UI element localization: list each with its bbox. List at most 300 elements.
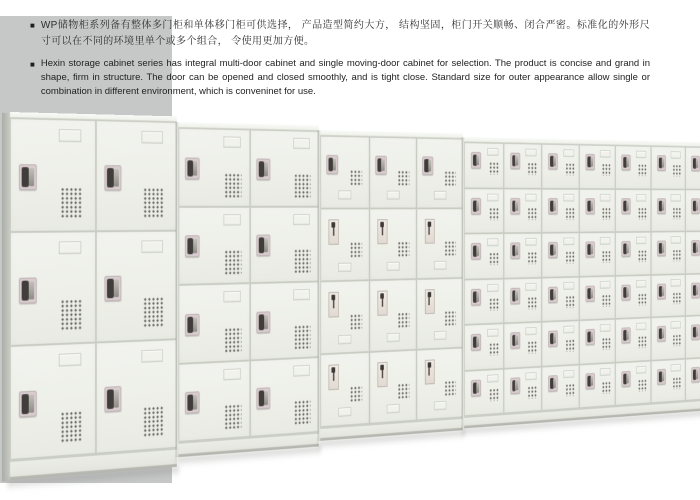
key-lock-icon [377,219,387,244]
card-label-slot [563,326,574,334]
card-label-slot [434,331,446,340]
locker-door [321,353,368,426]
cam-lock-handle-icon [657,283,666,299]
key-stem [333,227,334,235]
key-stem [333,300,334,308]
vent-grille [294,324,311,349]
cam-lock-handle-icon [510,332,520,349]
card-label-slot [600,281,611,289]
locker-door [96,121,176,230]
cabinet-three-tier-double-locker [10,112,177,480]
card-label-slot [487,284,498,292]
vent-grille [565,383,574,396]
locker-door [542,145,578,188]
locker-door [616,190,650,232]
key-stem [429,367,430,375]
cam-lock-handle-icon [256,311,270,333]
vent-grille [602,207,611,219]
locker-door [251,207,318,282]
card-label-slot [636,280,646,288]
locker-door [321,209,368,280]
handle-latch [114,169,119,186]
locker-door [465,324,503,369]
handle-latch [696,201,698,210]
vent-grille [143,406,164,438]
card-label-slot [563,370,574,378]
locker-door [616,275,650,318]
vent-grille [638,379,647,392]
vent-grille [527,252,537,265]
door-grid [10,118,177,460]
card-label-slot [434,191,446,200]
handle-latch [114,279,119,297]
card-label-slot [58,129,81,142]
cam-lock-handle-icon [326,155,338,174]
vent-grille [565,339,574,352]
card-label-slot [671,236,681,243]
locker-door [616,361,650,405]
cam-lock-handle-icon [185,157,200,179]
card-label-slot [487,193,498,201]
cam-lock-handle-icon [691,282,700,298]
handle-latch [515,156,518,165]
handle-latch [590,289,593,298]
key-stem [429,297,430,305]
card-label-slot [223,368,240,380]
cam-lock-handle-icon [622,241,631,257]
card-label-slot [600,367,611,375]
card-label-slot [487,148,498,156]
cam-lock-handle-icon [622,155,631,171]
cabinet-four-tier-triple-locker [319,130,463,441]
cam-lock-handle-icon [657,155,666,171]
handle-latch [193,161,197,175]
card-label-slot [293,289,310,300]
card-label-slot [600,324,611,332]
cam-lock-handle-icon [256,387,270,409]
handle-latch [515,201,518,210]
vent-grille [350,242,362,257]
cam-lock-handle-icon [471,243,481,260]
cam-lock-handle-icon [585,242,594,258]
cam-lock-handle-icon [471,198,481,214]
locker-door [580,363,615,407]
vent-grille [638,207,647,219]
card-label-slot [58,353,81,367]
locker-door [465,189,503,233]
locker-door [686,316,700,358]
handle-knob [107,389,114,409]
cam-lock-handle-icon [691,324,700,340]
handle-latch [626,374,629,383]
cam-lock-handle-icon [691,366,700,382]
vent-grille [673,292,682,304]
cam-lock-handle-icon [510,153,520,169]
cam-lock-handle-icon [104,165,121,190]
locker-door [321,137,368,208]
key-lock-icon [425,359,435,384]
locker-row [10,112,700,480]
cam-lock-handle-icon [422,157,433,176]
cam-lock-handle-icon [510,198,520,214]
vent-grille [602,381,611,394]
card-label-slot [487,329,498,337]
cam-lock-handle-icon [691,156,700,171]
cam-lock-handle-icon [548,198,558,214]
vent-grille [350,385,362,401]
door-grid [179,128,319,442]
card-label-slot [387,404,400,414]
door-grid [464,142,700,416]
card-label-slot [671,321,681,329]
cam-lock-handle-icon [256,235,270,257]
vent-grille [565,251,574,264]
vent-grille [398,312,410,328]
locker-door [686,190,700,231]
vent-grille [489,207,499,220]
locker-door [96,340,176,452]
vent-grille [673,334,682,347]
locker-door [179,207,249,284]
cam-lock-handle-icon [510,242,520,258]
card-label-slot [223,136,240,148]
locker-door [504,189,541,232]
cam-lock-handle-icon [185,391,200,414]
card-label-slot [671,279,681,287]
card-label-slot [141,349,163,362]
locker-door [370,351,416,423]
handle-latch [476,201,479,211]
card-label-slot [338,190,351,199]
handle-latch [662,159,664,168]
vent-grille [444,241,456,256]
handle-latch [590,376,593,385]
card-label-slot [563,149,574,157]
card-label-slot [223,214,240,225]
handle-latch [590,245,593,254]
key-stem [429,227,430,235]
locker-door [465,279,503,324]
locker-door [11,119,95,231]
handle-latch [264,239,268,253]
card-label-slot [671,363,681,371]
vent-grille [60,299,83,331]
locker-door [465,369,503,415]
vent-grille [143,297,164,328]
handle-knob [107,168,114,187]
key-lock-icon [425,289,435,314]
locker-door [580,145,615,187]
cam-lock-handle-icon [104,275,121,301]
cam-lock-handle-icon [510,287,520,304]
handle-knob [22,280,29,300]
key-lock-icon [425,219,435,244]
locker-door [504,144,541,188]
card-label-slot [526,193,537,201]
locker-door [652,232,685,274]
handle-latch [264,391,268,405]
card-label-slot [387,333,400,342]
locker-door [504,278,541,322]
card-label-slot [293,138,310,149]
vent-grille [60,187,83,219]
cabinet-side-panel [2,113,10,482]
handle-latch [553,290,556,299]
cam-lock-handle-icon [548,242,558,258]
locker-door [11,232,95,345]
locker-door [179,129,249,206]
vent-grille [565,207,574,220]
locker-door [652,190,685,231]
card-label-slot [387,262,400,271]
vent-grille [602,163,611,176]
cam-lock-handle-icon [256,158,270,179]
card-label-slot [636,237,646,245]
locker-door [542,189,578,232]
locker-door [652,147,685,188]
locker-door [179,361,249,441]
card-label-slot [636,194,646,201]
locker-door [686,148,700,189]
locker-door [686,274,700,316]
locker-door [580,320,615,364]
locker-door [580,276,615,319]
cam-lock-handle-icon [622,284,631,300]
locker-door [251,130,318,205]
locker-door [417,348,462,419]
vent-grille [602,294,611,307]
locker-door [542,233,578,276]
card-label-slot [487,238,498,246]
handle-latch [193,395,197,409]
handle-latch [590,332,593,341]
card-label-slot [526,149,537,157]
vent-grille [527,207,537,220]
locker-door [11,344,95,459]
card-label-slot [563,238,574,246]
locker-door [652,317,685,360]
card-label-slot [338,335,351,345]
handle-latch [626,288,629,297]
vent-grille [489,343,499,356]
vent-grille [489,388,499,402]
handle-latch [333,159,336,171]
handle-knob [107,279,114,299]
vent-grille [527,341,537,354]
cam-lock-handle-icon [657,368,666,384]
locker-door [652,275,685,317]
locker-door [542,365,578,410]
locker-door [417,209,462,278]
handle-latch [696,328,698,337]
locker-door [652,359,685,402]
key-stem [333,373,334,381]
vent-grille [638,336,647,349]
vent-grille [398,170,410,185]
cam-lock-handle-icon [19,164,37,190]
handle-latch [696,286,698,295]
vent-grille [638,250,647,262]
card-label-slot [58,241,81,254]
key-lock-icon [377,290,387,315]
cam-lock-handle-icon [185,235,200,257]
vent-grille [294,249,311,273]
locker-door [370,280,416,351]
cam-lock-handle-icon [585,329,594,345]
vent-grille [638,164,647,176]
vent-grille [444,380,456,396]
handle-latch [515,291,518,300]
door-grid [320,136,462,428]
cam-lock-handle-icon [471,288,481,305]
locker-door [251,358,318,436]
card-label-slot [563,282,574,290]
locker-door [417,139,462,208]
handle-latch [553,334,556,343]
vent-grille [489,297,499,310]
card-label-slot [636,323,646,331]
vent-grille [350,314,362,330]
key-stem [382,370,383,378]
handle-latch [476,337,479,347]
card-label-slot [526,327,537,335]
vent-grille [294,173,311,197]
handle-latch [114,390,119,408]
bullet-square-icon: ■ [30,21,35,30]
cam-lock-handle-icon [622,327,631,343]
cam-lock-handle-icon [585,373,594,389]
handle-latch [696,243,698,252]
intro-paragraph-zh: WP储物柜系列备有整体多门柜和单体移门柜可供选择， 产品造型简约大方， 结构坚固，柜门开关顺畅、闭合严密。标准化的外形尺寸可以在不同的环境里单个或多个组合， 令使用更加方便。 [40,20,650,47]
vent-grille [398,241,410,256]
cam-lock-handle-icon [375,156,386,175]
handle-latch [515,246,518,255]
cam-lock-handle-icon [657,241,666,257]
cam-lock-handle-icon [185,313,200,335]
locker-door [616,146,650,188]
handle-latch [264,315,268,329]
vent-grille [673,377,682,390]
card-label-slot [526,283,537,291]
cam-lock-handle-icon [657,198,666,213]
card-label-slot [338,407,351,417]
handle-latch [662,329,664,338]
key-stem [382,227,383,235]
handle-latch [590,201,593,210]
bullet-square-icon: ■ [30,60,35,69]
locker-door [96,232,176,342]
card-label-slot [487,374,498,382]
vent-grille [444,171,456,186]
handle-latch [193,239,197,253]
card-label-slot [671,151,681,158]
vent-grille [224,404,241,429]
key-stem [382,299,383,307]
cam-lock-handle-icon [548,331,558,347]
vent-grille [527,296,537,309]
cam-lock-handle-icon [691,240,700,255]
locker-door [616,233,650,275]
cam-lock-handle-icon [548,153,558,169]
key-lock-icon [329,292,339,318]
card-label-slot [636,151,646,159]
locker-door [542,321,578,365]
cabinet-six-tier-multi-locker [463,137,700,428]
cam-lock-handle-icon [19,277,37,303]
handle-latch [590,157,593,166]
vent-grille [60,411,83,444]
handle-latch [626,244,629,253]
handle-latch [626,158,629,167]
card-label-slot [293,214,310,225]
card-label-slot [671,194,681,201]
locker-door [686,232,700,273]
card-label-slot [387,191,400,200]
cam-lock-handle-icon [585,285,594,301]
handle-latch [29,394,34,412]
handle-latch [662,287,664,296]
vent-grille [673,207,682,219]
locker-door [504,367,541,412]
vent-grille [489,252,499,265]
handle-latch [29,281,34,299]
key-lock-icon [329,364,339,390]
vent-grille [224,327,241,352]
card-label-slot [600,237,611,245]
handle-latch [662,372,664,381]
handle-latch [553,245,556,254]
cam-lock-handle-icon [471,379,481,396]
vent-grille [673,164,682,176]
handle-latch [662,244,664,253]
card-label-slot [141,131,163,144]
handle-latch [29,168,34,186]
handle-latch [264,162,268,176]
card-label-slot [526,372,537,380]
card-label-slot [526,238,537,246]
locker-door [504,234,541,278]
handle-latch [476,292,479,302]
handle-latch [553,157,556,166]
locker-door [251,282,318,359]
handle-latch [662,201,664,210]
card-label-slot [636,365,646,373]
card-label-slot [223,291,240,303]
card-label-slot [293,364,310,376]
locker-door [417,279,462,349]
locker-door [580,233,615,276]
cam-lock-handle-icon [471,152,481,169]
vent-grille [350,170,362,185]
vent-grille [565,295,574,308]
vent-grille [398,383,410,399]
locker-door [370,138,416,208]
cam-lock-handle-icon [585,154,594,170]
locker-door [179,284,249,362]
handle-latch [515,380,518,390]
locker-door [465,143,503,187]
vent-grille [565,163,574,176]
card-label-slot [600,150,611,158]
cam-lock-handle-icon [585,198,594,214]
cam-lock-handle-icon [104,386,121,412]
locker-door [465,234,503,278]
vent-grille [489,162,499,175]
handle-latch [476,246,479,256]
handle-latch [626,331,629,340]
cam-lock-handle-icon [691,198,700,213]
handle-latch [696,370,698,379]
